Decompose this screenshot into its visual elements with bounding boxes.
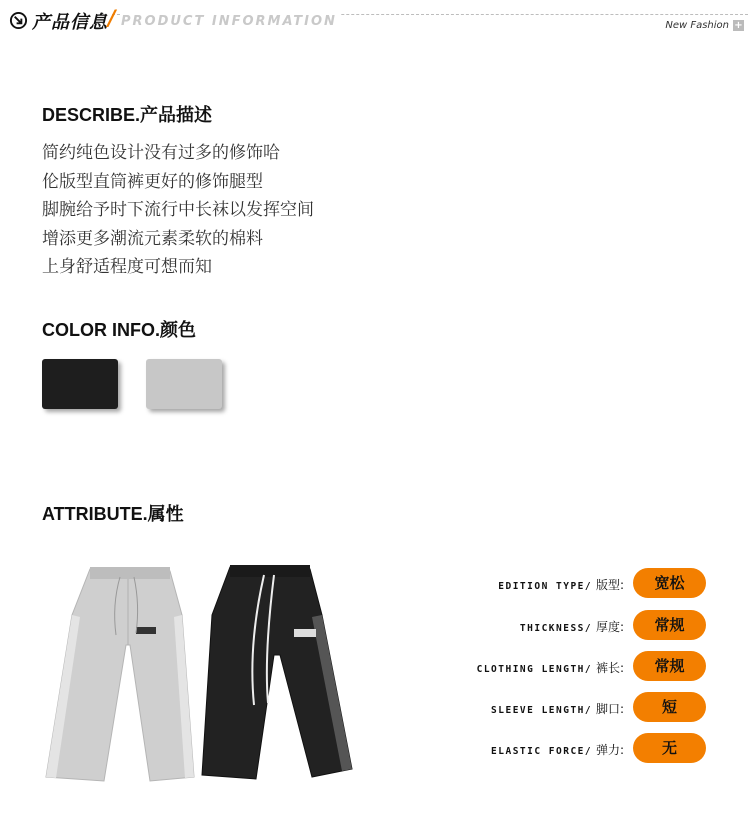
attribute-label — [498, 576, 624, 593]
attribute-title: ATTRIBUTE.属性 — [42, 504, 184, 524]
describe-line: 脚腕给予时下流行中长袜以发挥空间 — [42, 200, 314, 221]
attribute-label-en: THICKNESS/ — [519, 623, 593, 634]
black-pants-image — [202, 565, 352, 779]
attribute-value-badge: 常规 — [633, 610, 706, 640]
attribute-label-zh: 弹力: — [595, 743, 624, 757]
grey-pants-image — [46, 567, 194, 781]
attribute-label-zh: 版型: — [595, 578, 624, 592]
color-swatch-black[interactable] — [42, 359, 118, 409]
header-subtitle: PRODUCT INFORMATION — [121, 14, 341, 29]
product-image-pants — [42, 555, 362, 785]
attribute-value-badge: 无 — [633, 733, 706, 763]
color-swatch-grey[interactable] — [146, 359, 222, 409]
arrow-circle-icon — [9, 11, 28, 30]
attribute-value-badge: 短 — [633, 692, 706, 722]
describe-line: 上身舒适程度可想而知 — [42, 257, 212, 278]
attribute-label-en: ELASTIC FORCE/ — [491, 746, 593, 757]
attribute-value-badge: 常规 — [633, 651, 706, 681]
attribute-label — [477, 659, 624, 676]
attribute-label-zh: 脚口: — [595, 702, 624, 716]
describe-title: DESCRIBE.产品描述 — [42, 105, 213, 125]
plus-icon[interactable]: + — [734, 20, 743, 31]
attribute-label-en: EDITION TYPE/ — [498, 581, 593, 592]
header-bar — [0, 0, 750, 42]
attribute-label — [491, 700, 624, 717]
attribute-label-en: CLOTHING LENGTH/ — [476, 664, 593, 675]
attribute-row-thickness — [440, 610, 710, 642]
attribute-row-clothing-length — [440, 651, 710, 683]
attribute-label-en: SLEEVE LENGTH/ — [491, 705, 593, 716]
header-slash: / — [108, 6, 116, 30]
describe-list — [42, 139, 314, 282]
attribute-value-badge: 宽松 — [633, 568, 706, 598]
attribute-label-zh: 厚度: — [595, 620, 624, 634]
header-title: 产品信息 — [32, 12, 108, 33]
describe-line: 伦版型直筒裤更好的修饰腿型 — [42, 171, 263, 192]
attribute-row-edition-type — [440, 568, 710, 600]
attribute-label — [491, 741, 624, 758]
attribute-row-sleeve-length — [440, 692, 710, 724]
describe-line: 简约纯色设计没有过多的修饰哈 — [42, 143, 280, 163]
attribute-row-elastic-force — [440, 733, 710, 765]
attribute-label-zh: 裤长: — [595, 661, 624, 675]
color-info-title: COLOR INFO.颜色 — [42, 320, 196, 340]
describe-line: 增添更多潮流元素柔软的棉料 — [42, 228, 263, 249]
attribute-label — [520, 618, 624, 635]
new-fashion-label: New Fashion — [665, 20, 729, 31]
